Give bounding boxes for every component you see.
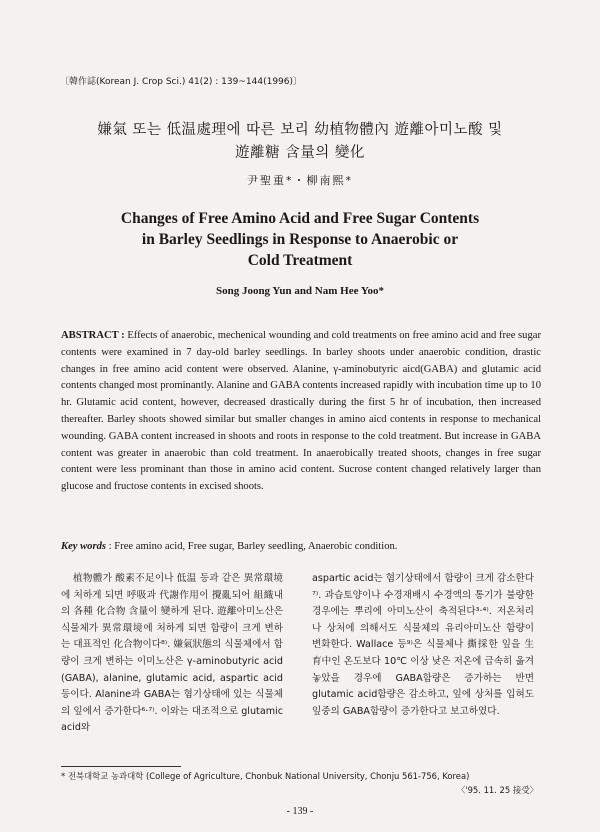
received-date: 〈'95. 11. 25 接受〉	[456, 785, 538, 795]
journal-reference: 〔韓作誌(Korean J. Crop Sci.) 41(2) : 139~144(1996)〕	[60, 77, 303, 87]
body-paragraph-left: 植物體가 酸素不足이나 低温 등과 같은 異常環境에 처하게 되면 呼吸과 代謝作用이 攪亂되어 組織내의 各種 化合物 含量이 變하게 된다. 遊離아미노산은 식물체가 異常環境에 처하게 되면 함량이 크게 변하는 대표적인 化合物이다⁸⁾. 嫌氣狀態의 식물체에서 함량이 크게 변하는 이미노산은 γ-aminobutyric acid (GABA), alanine, glutamic acid, aspartic acid 등이다. Alanine과 GABA는 혐기상태에 있는 식물체의 잎에서 증가한다⁶·⁷⁾. 이와는 대조적으로 glutamic acid와	[61, 573, 283, 734]
footnote-divider	[61, 766, 181, 767]
english-title	[60, 208, 540, 271]
keywords-text: : Free amino acid, Free sugar, Barley seedling, Anaerobic condition.	[106, 541, 398, 552]
keywords	[61, 541, 541, 552]
english-title-line-2: in Barley Seedlings in Response to Anaerobic or	[141, 231, 459, 248]
korean-title-line-1: 嫌氣 또는 低温處理에 따른 보리 幼植物體內 遊離아미노酸 및	[97, 122, 503, 138]
english-authors: Song Joong Yun and Nam Hee Yoo*	[215, 285, 385, 297]
body-column-right	[312, 571, 534, 720]
body-column-left	[61, 571, 283, 737]
english-title-line-3: Cold Treatment	[247, 252, 353, 269]
korean-title-line-2: 遊離糖 含量의 變化	[235, 145, 365, 161]
korean-authors: 尹聖重*・柳南熙*	[247, 174, 353, 187]
keywords-label: Key words	[61, 541, 107, 552]
abstract-text: Effects of anaerobic, mechenical wounding and cold treatments on free amino acid and free sugar contents were examined in 7 day-old barley seedlings. In barley shoots under anaerobic condition, drastic changes in free amino acid content were observed. Alanine, γ-aminobutyric aicd(GABA) and glutamic acid contents changed most prominantly. Alanine and GABA contents increased rapidly with incubation time up to 10 hr. Glutamic acid content, however, decreased drastically during the first 5 hr of incubation, then increased thereafter. Barley shoots showed similar but smaller changes in amino aicd contents in response to mechanical wounding. GABA content increased in shoots and roots in response to the cold treatment. But increase in GABA content was greater in anaerobic than cold treatment. In anaerobically treated shoots, changes in free sugar content were less prominant than those in amino acid content. Sucrose content changed relatively larger than glucose and fructose contents in excised shoots.	[61, 330, 542, 493]
page-number: - 139 -	[286, 806, 314, 817]
body-paragraph-right: aspartic acid는 혐기상태에서 함량이 크게 감소한다⁷⁾. 과습토양이나 수경재배시 수경액의 통기가 불량한 경우에는 뿌리에 아미노산이 축적된다³·⁴⁾. 저온처리나 상처에 의해서도 식물체의 유리아미노산 함량이 변화한다. Wallace 등⁹⁾은 식물체나 撕採한 잎을 生育中인 온도보다 10℃ 이상 낮은 저온에 급속히 옮겨 놓았을 경우에 GABA함량은 증가하는 반면 glutamic acid함량은 감소하고, 잎에 상처를 입혀도 잎중의 GABA함량이 증가한다고 보고하였다.	[312, 573, 534, 717]
abstract-label: ABSTRACT :	[61, 330, 125, 341]
abstract	[61, 328, 541, 496]
korean-title	[40, 119, 560, 165]
affiliation-footnote: * 전북대학교 농과대학 (College of Agriculture, Chonbuk National University, Chonju 561-756, Korea)	[61, 771, 470, 781]
english-title-line-1: Changes of Free Amino Acid and Free Sugar Contents	[120, 210, 480, 227]
